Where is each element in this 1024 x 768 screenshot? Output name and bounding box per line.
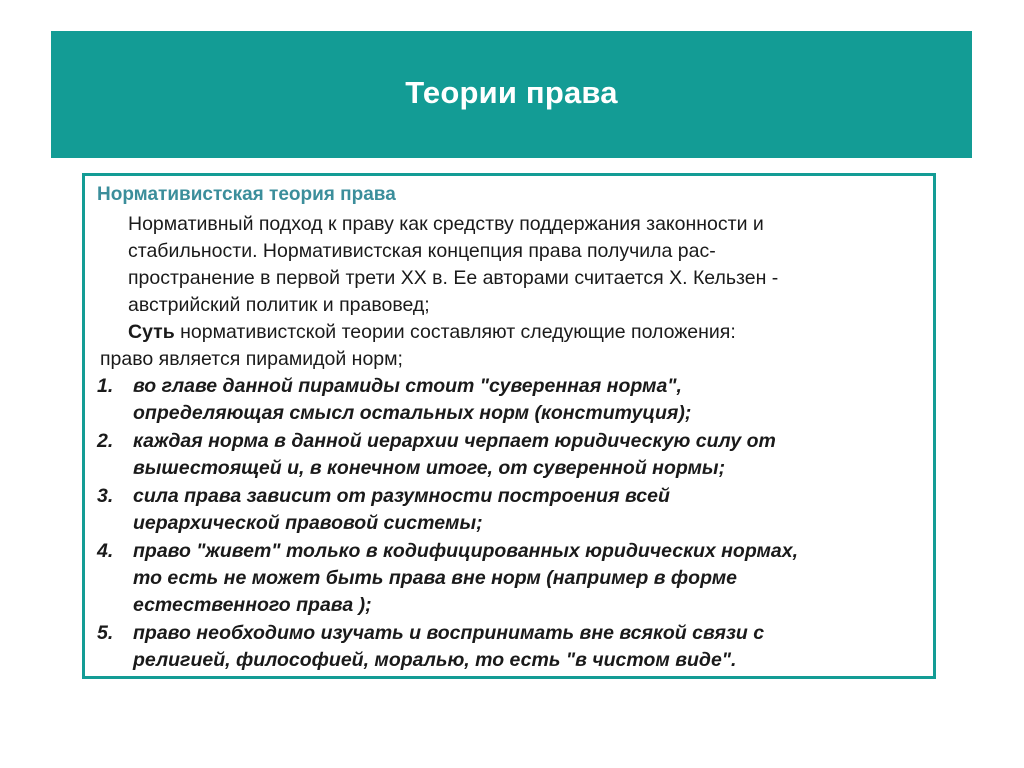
list-item-number-5: 5. <box>97 622 114 644</box>
list-item-4-line-1: право "живет" только в кодифицированных юридических нормах, <box>133 540 799 562</box>
essence-rest: нормативистской теории составляют следующие положения: <box>174 321 736 343</box>
essence-bold: Суть <box>128 321 175 343</box>
list-item-4-line-2: то есть не может быть права вне норм (например в форме <box>133 567 738 589</box>
list-item-3-line-2: иерархической правовой системы; <box>133 512 483 534</box>
list-item-1-line-1: во главе данной пирамиды стоит "суверенная норма", <box>133 375 682 397</box>
title-bar <box>51 31 972 158</box>
essence-line <box>128 319 736 345</box>
list-item-number-1: 1. <box>97 375 114 397</box>
intro-line-3: пространение в первой трети XX в. Ее авторами считается Х. Кельзен - <box>128 267 779 289</box>
intro-line-1: Нормативный подход к праву как средству поддержания законности и <box>128 213 764 235</box>
intro-line-2: стабильности. Нормативистская концепция права получила рас- <box>128 240 716 262</box>
list-item-2-line-1: каждая норма в данной иерархии черпает юридическую силу от <box>133 430 776 452</box>
list-item-number-2: 2. <box>97 430 114 452</box>
list-item-5-line-2: религией, философией, моралью, то есть "в чистом виде". <box>133 649 737 671</box>
content-text <box>85 176 933 676</box>
list-item-1-line-2: определяющая смысл остальных норм (конституция); <box>133 402 692 424</box>
list-item-2-line-2: вышестоящей и, в конечном итоге, от суверенной нормы; <box>133 457 726 479</box>
list-item-number-4: 4. <box>97 540 114 562</box>
list-item-5-line-1: право необходимо изучать и воспринимать вне всякой связи с <box>133 622 765 644</box>
intro-line-4: австрийский политик и правовед; <box>128 294 430 316</box>
list-item-4-line-3: естественного права ); <box>133 594 372 616</box>
slide-title: Теории права <box>405 74 618 110</box>
pyramid-line: право является пирамидой норм; <box>100 348 403 370</box>
list-item-3-line-1: сила права зависит от разумности построения всей <box>133 485 670 507</box>
section-heading: Нормативистская теория права <box>97 184 396 205</box>
list-item-number-3: 3. <box>97 485 114 507</box>
content-box <box>82 173 936 679</box>
